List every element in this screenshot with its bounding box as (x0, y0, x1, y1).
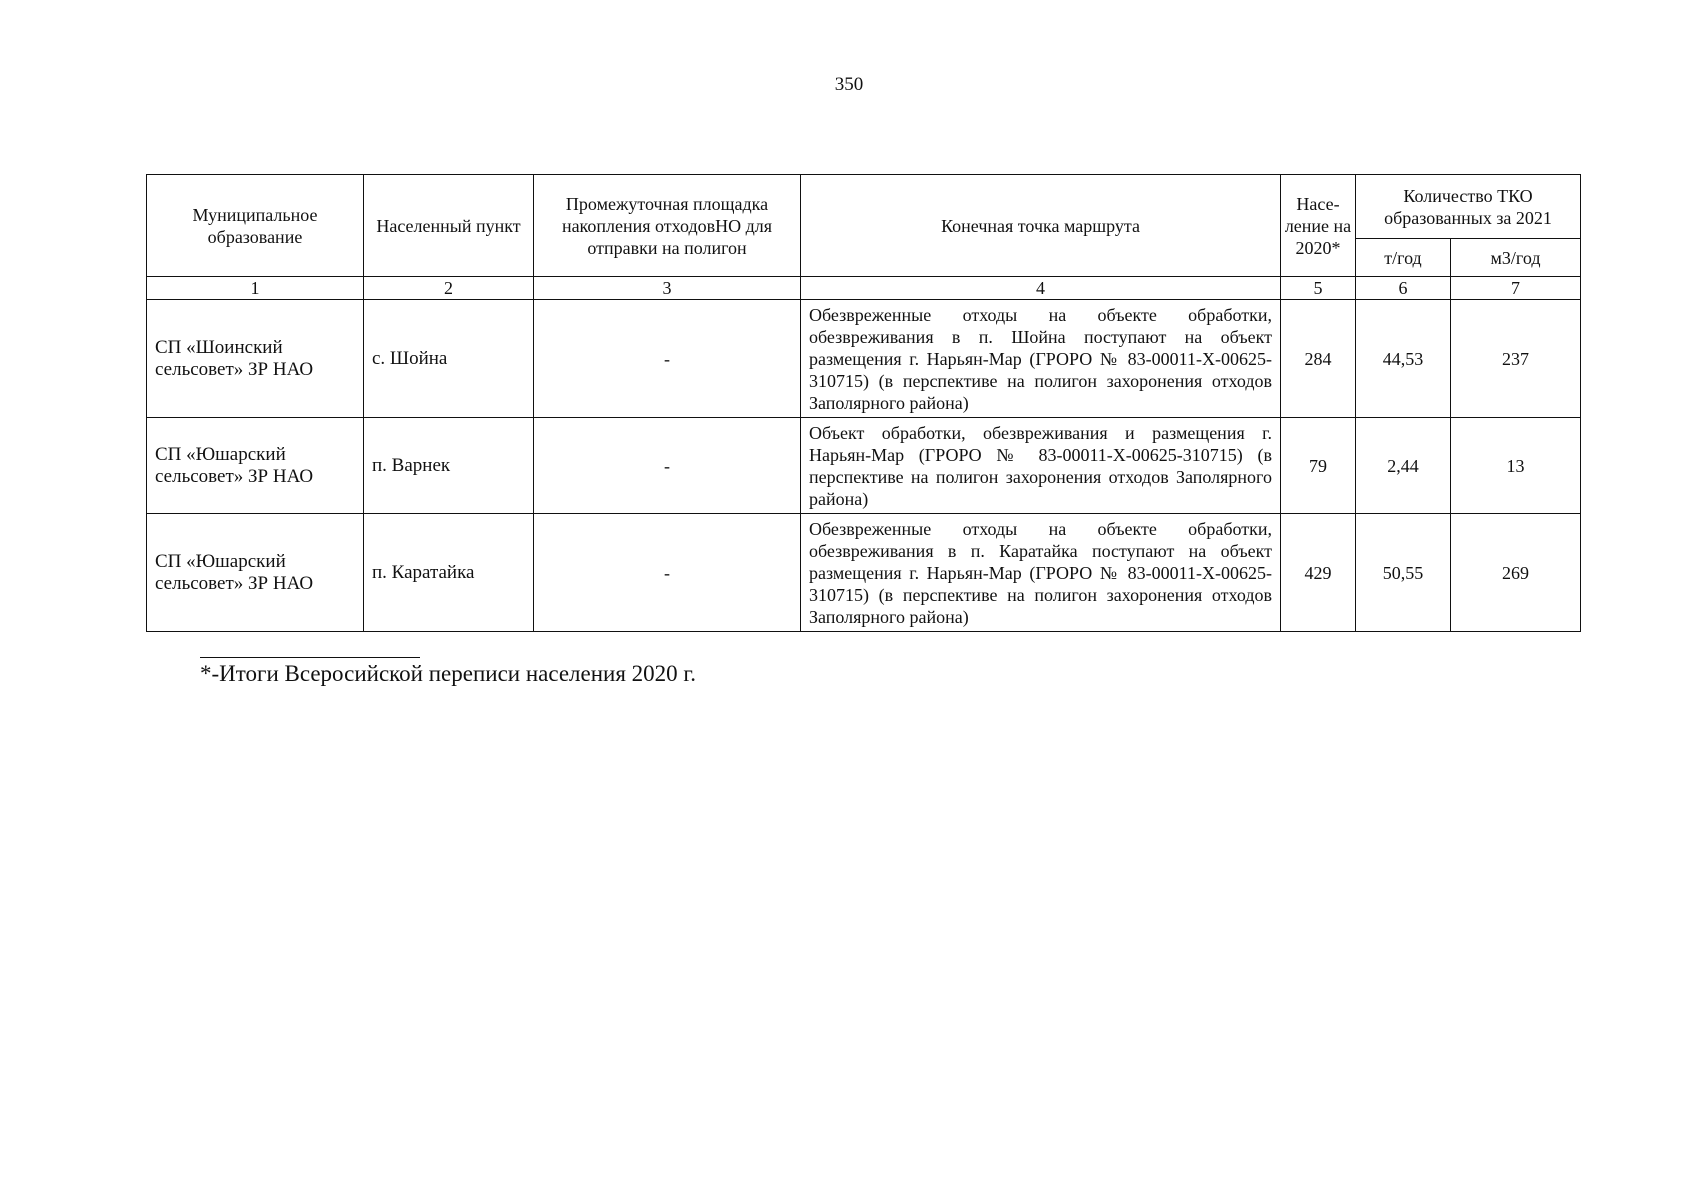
cell-intermediate-site: - (534, 300, 801, 418)
cell-population: 79 (1281, 418, 1356, 514)
cell-route-endpoint: Обезвреженные отходы на объекте обработки, обезвреживания в п. Каратайка поступают на объект размещения г. Нарьян-Мар (ГРОРО № 83-00011-Х-00625-310715) (в перспективе на полигон захоронения отходов Заполярного района) (801, 514, 1281, 632)
cell-tko-tonnes: 50,55 (1356, 514, 1451, 632)
cell-tko-tonnes: 2,44 (1356, 418, 1451, 514)
cell-settlement: п. Варнек (364, 418, 534, 514)
header-tko-amount: Количество ТКО образованных за 2021 (1356, 175, 1581, 239)
cell-route-endpoint: Обезвреженные отходы на объекте обработки, обезвреживания в п. Шойна поступают на объект размещения г. Нарьян-Мар (ГРОРО № 83-00011-Х-00625-310715) (в перспективе на полигон захоронения отходов Заполярного района) (801, 300, 1281, 418)
footnote: *-Итоги Всеросийской переписи населения 2020 г. (200, 661, 697, 686)
header-settlement: Населенный пункт (364, 175, 534, 277)
column-number: 2 (364, 277, 534, 300)
cell-route-endpoint: Объект обработки, обезвреживания и размещения г. Нарьян-Мар (ГРОРО № 83-00011-Х-00625-310715) (в перспективе на полигон захоронения отходов Заполярного района) (801, 418, 1281, 514)
column-number: 1 (147, 277, 364, 300)
header-intermediate-site: Промежуточная площадка накопления отходовНО для отправки на полигон (534, 175, 801, 277)
header-row (147, 175, 1581, 239)
cell-tko-m3: 237 (1451, 300, 1581, 418)
column-number: 5 (1281, 277, 1356, 300)
table-row (147, 514, 1581, 632)
cell-tko-tonnes: 44,53 (1356, 300, 1451, 418)
cell-intermediate-site: - (534, 418, 801, 514)
column-number: 7 (1451, 277, 1581, 300)
column-number: 3 (534, 277, 801, 300)
cell-tko-m3: 269 (1451, 514, 1581, 632)
header-municipality: Муниципальное образование (147, 175, 364, 277)
column-number: 4 (801, 277, 1281, 300)
page-number: 350 (834, 74, 864, 95)
table-row (147, 300, 1581, 418)
cell-municipality: СП «Юшарский сельсовет» ЗР НАО (147, 514, 364, 632)
cell-population: 429 (1281, 514, 1356, 632)
table-row (147, 418, 1581, 514)
cell-settlement: с. Шойна (364, 300, 534, 418)
header-tko-tonnes: т/год (1356, 239, 1451, 277)
header-population: Насе-ление на 2020* (1281, 175, 1356, 277)
header-tko-m3: м3/год (1451, 239, 1581, 277)
cell-intermediate-site: - (534, 514, 801, 632)
cell-tko-m3: 13 (1451, 418, 1581, 514)
footnote-divider (200, 657, 420, 658)
header-route-endpoint: Конечная точка маршрута (801, 175, 1281, 277)
column-number: 6 (1356, 277, 1451, 300)
cell-settlement: п. Каратайка (364, 514, 534, 632)
cell-population: 284 (1281, 300, 1356, 418)
cell-municipality: СП «Шоинский сельсовет» ЗР НАО (147, 300, 364, 418)
column-number-row (147, 277, 1581, 300)
waste-route-table (146, 174, 1581, 632)
cell-municipality: СП «Юшарский сельсовет» ЗР НАО (147, 418, 364, 514)
